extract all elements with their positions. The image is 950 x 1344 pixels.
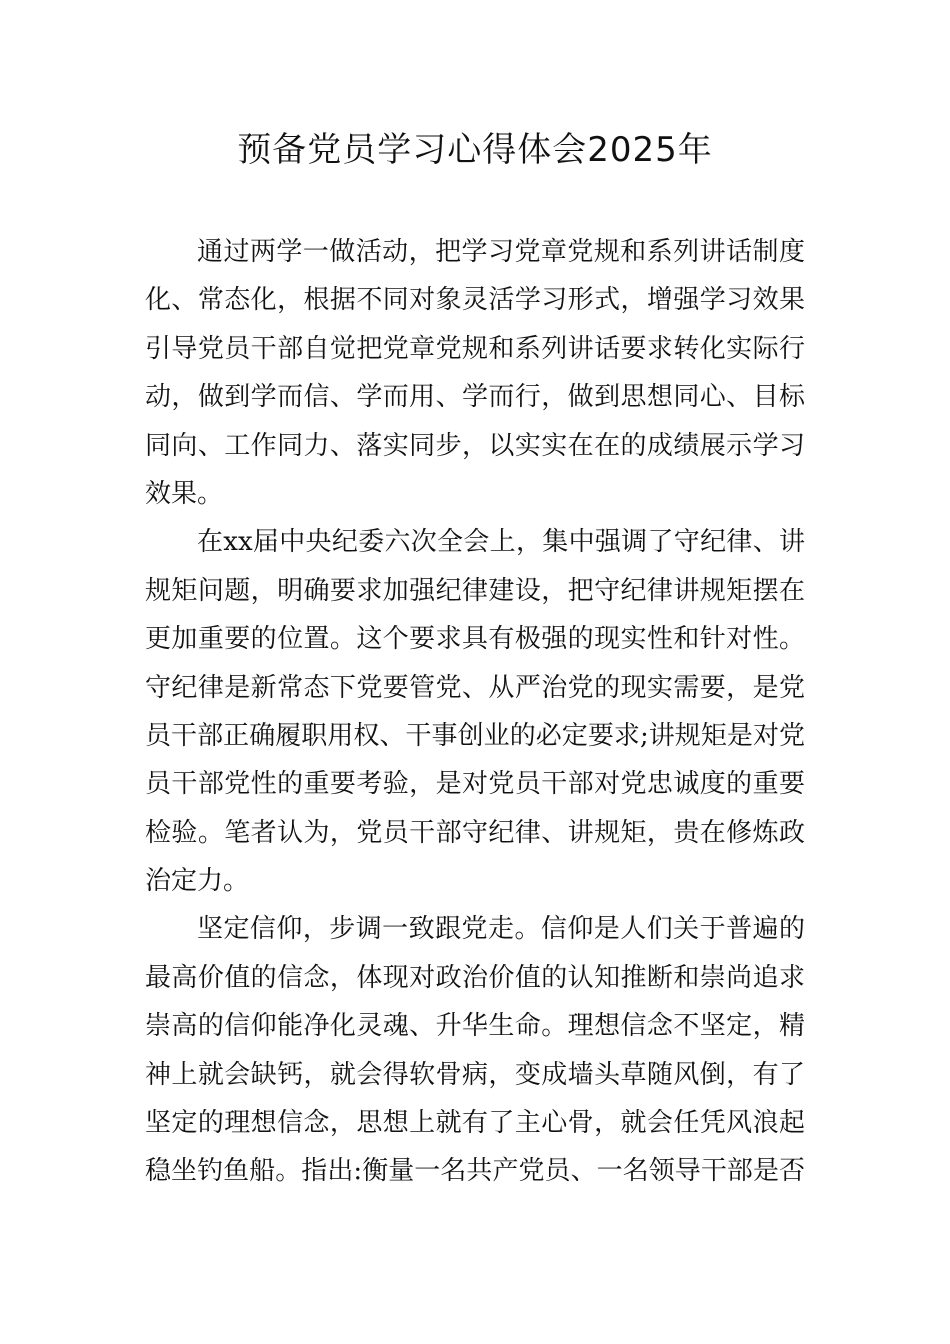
text-line: 员干部正确履职用权、干事创业的必定要求;讲规矩是对党 [145, 720, 805, 751]
text-line: 更加重要的位置。这个要求具有极强的现实性和针对性。 [145, 624, 805, 655]
document-body [145, 228, 805, 1196]
text-line: 化、常态化，根据不同对象灵活学习形式，增强学习效果 [145, 285, 805, 316]
text-line: 在xx届中央纪委六次全会上，集中强调了守纪律、讲 [197, 527, 805, 558]
text-line: 守纪律是新常态下党要管党、从严治党的现实需要，是党 [145, 672, 805, 703]
text-line: 崇高的信仰能净化灵魂、升华生命。理想信念不坚定，精 [145, 1011, 805, 1042]
paragraph-3 [145, 905, 805, 1195]
text-line: 检验。笔者认为，党员干部守纪律、讲规矩，贵在修炼政 [145, 817, 805, 848]
text-line: 通过两学一做活动，把学习党章党规和系列讲话制度 [197, 237, 805, 267]
paragraph-2 [145, 518, 805, 905]
document-title: 预备党员学习心得体会2025年 [237, 130, 713, 170]
paragraph-1 [145, 228, 805, 518]
text-line: 动，做到学而信、学而用、学而行，做到思想同心、目标 [145, 382, 805, 413]
text-line: 员干部党性的重要考验，是对党员干部对党忠诚度的重要 [145, 769, 805, 800]
text-line: 治定力。 [145, 866, 250, 897]
text-line: 引导党员干部自觉把党章党规和系列讲话要求转化实际行 [145, 333, 805, 364]
text-line: 效果。 [145, 478, 224, 509]
text-line: 坚定信仰，步调一致跟党走。信仰是人们关于普遍的 [197, 914, 805, 945]
text-line: 坚定的理想信念，思想上就有了主心骨，就会任凭风浪起 [145, 1108, 805, 1139]
text-line: 稳坐钓鱼船。指出:衡量一名共产党员、一名领导干部是否 [145, 1156, 805, 1187]
text-line: 同向、工作同力、落实同步，以实实在在的成绩展示学习 [145, 430, 805, 461]
text-line: 最高价值的信念，体现对政治价值的认知推断和崇尚追求 [145, 962, 805, 993]
text-line: 神上就会缺钙，就会得软骨病，变成墙头草随风倒，有了 [145, 1059, 805, 1090]
text-line: 规矩问题，明确要求加强纪律建设，把守纪律讲规矩摆在 [145, 575, 805, 606]
